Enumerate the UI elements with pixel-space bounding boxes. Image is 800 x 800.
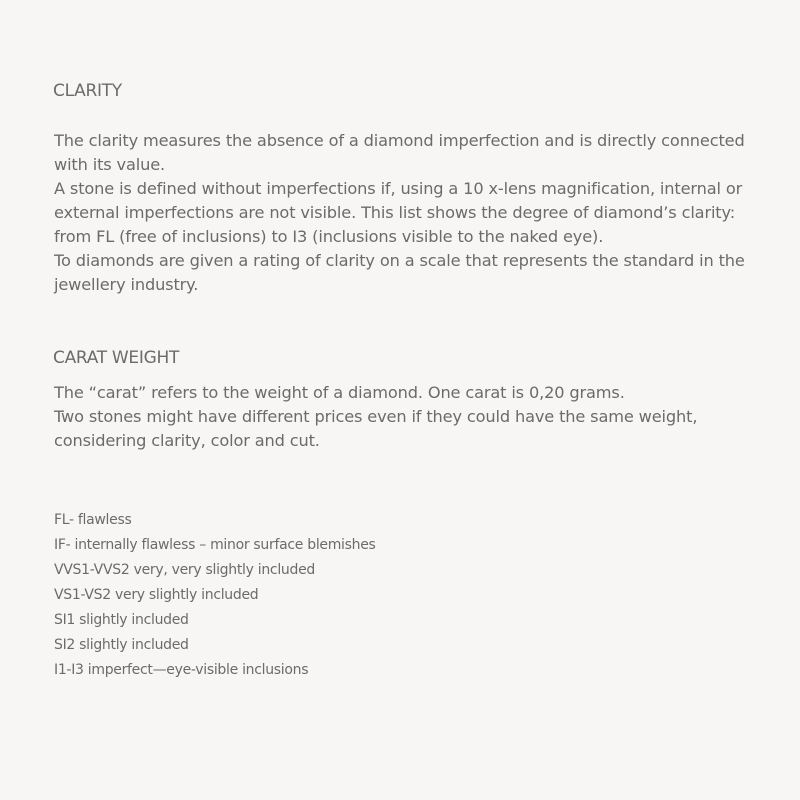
carat-weight-description <box>54 381 774 453</box>
clarity-grade-list <box>54 508 376 683</box>
clarity-heading: CLARITY <box>53 81 122 101</box>
clarity-grade-item: FL- flawless <box>54 512 132 528</box>
clarity-paragraph: The clarity measures the absence of a diamond imperfection and is directly connected with its value. <box>54 131 745 174</box>
clarity-paragraph: To diamonds are given a rating of clarity on a scale that represents the standard in the jewellery industry. <box>54 251 745 294</box>
carat-paragraph: Two stones might have different prices even if they could have the same weight, considering clarity, color and cut. <box>54 407 698 450</box>
clarity-grade-item: SI1 slightly included <box>54 612 189 628</box>
clarity-grade-item: VVS1-VVS2 very, very slightly included <box>54 562 315 578</box>
clarity-grade-item: VS1-VS2 very slightly included <box>54 587 259 603</box>
clarity-description <box>54 129 774 297</box>
clarity-grade-item: IF- internally flawless – minor surface blemishes <box>54 537 376 553</box>
clarity-paragraph: A stone is defined without imperfections if, using a 10 x-lens magnification, internal or external imperfections are not visible. This list shows the degree of diamond’s clarity: from FL (free of inclusions) to I3 (inclusions visible to the naked eye). <box>54 179 743 246</box>
carat-weight-heading: CARAT WEIGHT <box>53 348 180 368</box>
clarity-grade-item: I1-I3 imperfect—eye-visible inclusions <box>54 662 309 678</box>
clarity-grade-item: SI2 slightly included <box>54 637 189 653</box>
carat-paragraph: The “carat” refers to the weight of a diamond. One carat is 0,20 grams. <box>54 383 625 402</box>
